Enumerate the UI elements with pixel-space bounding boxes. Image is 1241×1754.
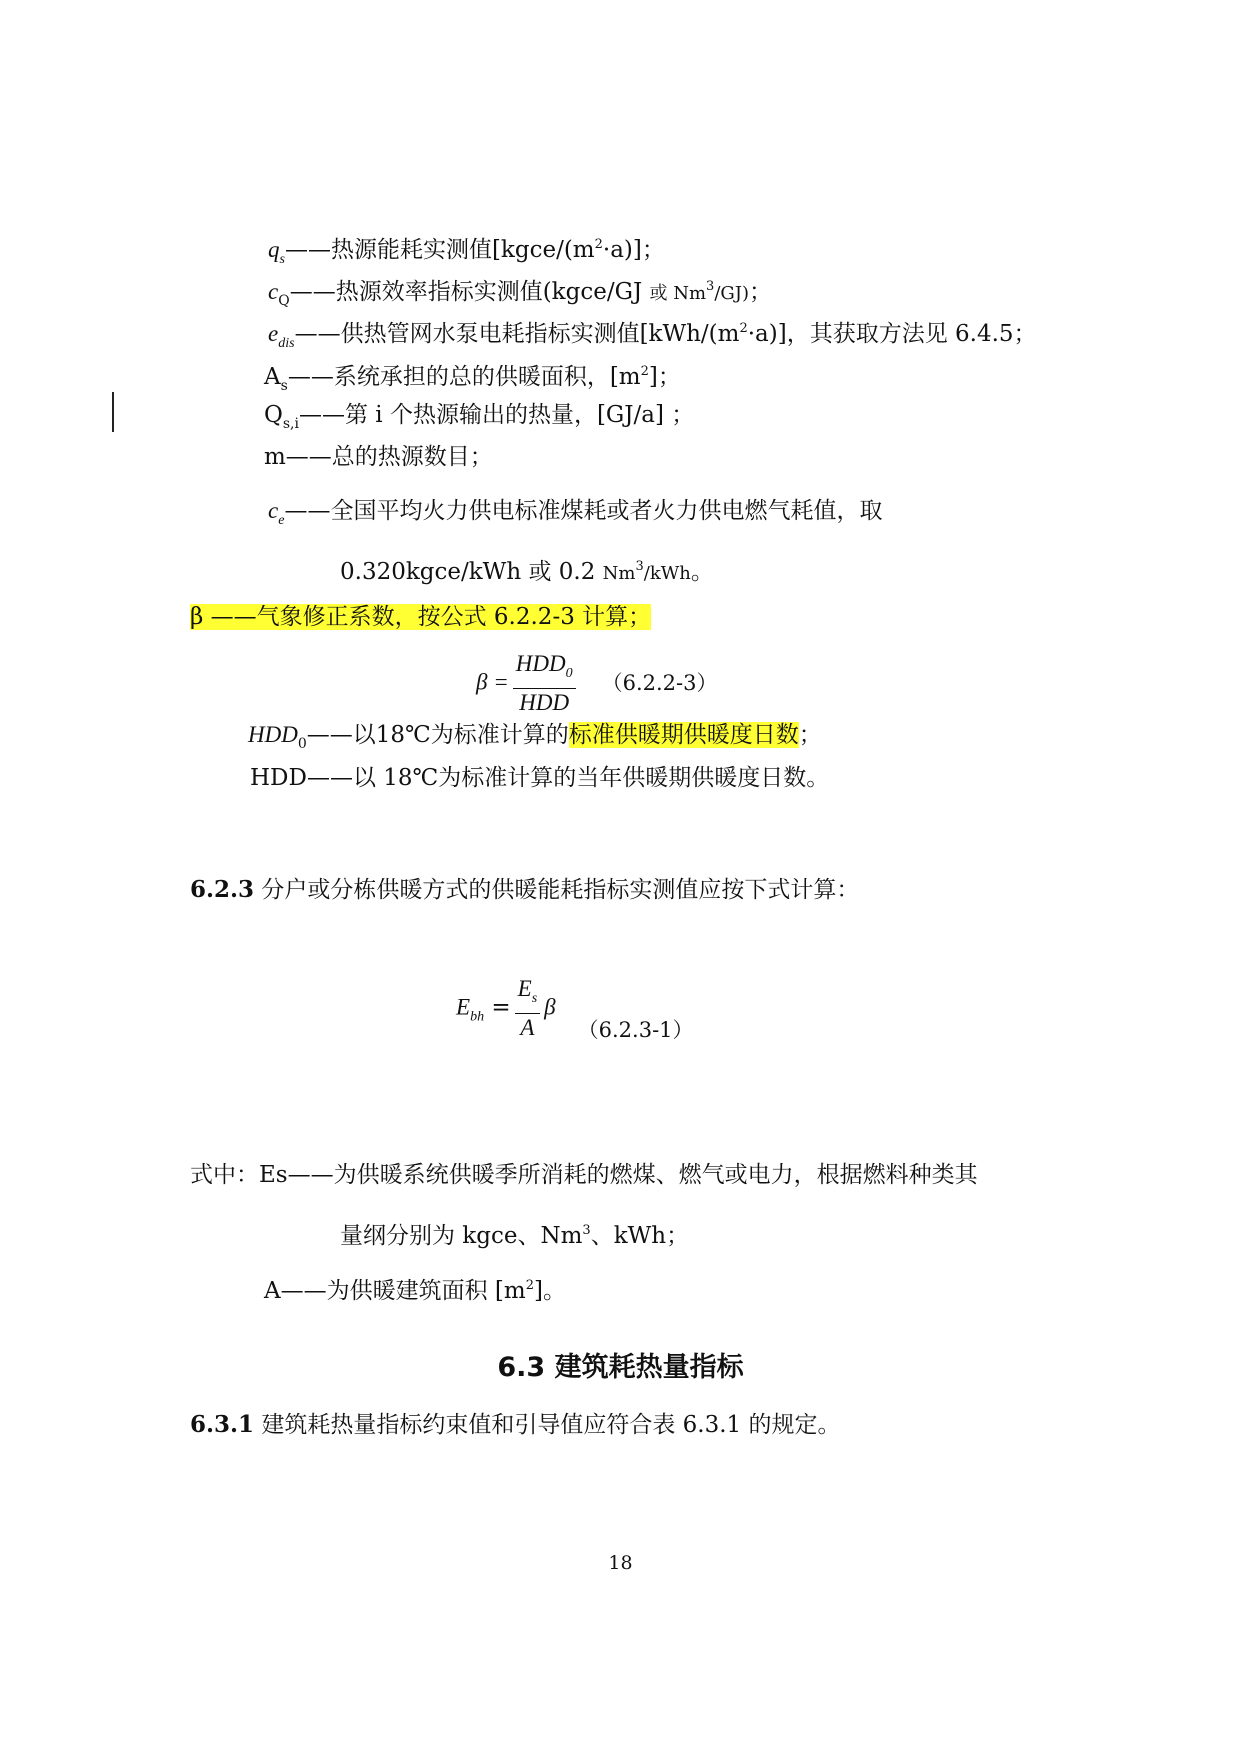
def-m: m——总的热源数目； bbox=[264, 444, 493, 470]
def-cq: $c_Q——$热源效率指标实测值(kgce/GJ 或 Nm$^3$/GJ)； bbox=[268, 279, 772, 309]
equation-6-2-3-1: $E_{bh}$ = $\frac{E_s}{A}$ β（6.2.3-1） bbox=[456, 976, 694, 1042]
clause-6-3-1: 6.3.1 建筑耗热量指标约束值和引导值应符合表 6.3.1 的规定。 bbox=[190, 1411, 841, 1438]
section-heading: 6.3 建筑耗热量指标 bbox=[497, 1352, 744, 1383]
def-es: 式中：Es——为供暖系统供暖季所消耗的燃煤、燃气或电力，根据燃料种类其 bbox=[190, 1162, 978, 1188]
def-qs: $q_s——$热源能耗实测值$[kgce/(m^2\cdot a)]$； bbox=[268, 237, 665, 267]
def-hdd: HDD——以 18℃为标准计算的当年供暖期供暖度日数。 bbox=[250, 765, 830, 791]
def-ce: $c_e——$全国平均火力供电标准煤耗或者火力供电燃气耗值，取 bbox=[268, 498, 883, 528]
def-ce-continued: 0.320kgce/kWh 或 0.2 Nm$^3$/kWh。 bbox=[340, 559, 714, 585]
beta-definition: β ——气象修正系数，按公式 6.2.2-3 计算； bbox=[190, 604, 652, 630]
def-a: A——为供暖建筑面积 $[m^2]$。 bbox=[264, 1278, 566, 1304]
beta-fraction: $\frac{HDD_0}{\text{HDD}}$ bbox=[513, 650, 576, 717]
clause-6-2-3: 6.2.3 分户或分栋供暖方式的供暖能耗指标实测值应按下式计算： bbox=[190, 876, 860, 903]
page-number: 18 bbox=[608, 1552, 633, 1574]
ebh-fraction: $\frac{E_s}{A}$ bbox=[515, 975, 541, 1042]
def-qsi: $Q_{s,i}——$第 i 个热源输出的热量，[GJ/a] ； bbox=[264, 402, 695, 432]
def-es-continued: 量纲分别为 kgce、Nm$^3$、kWh； bbox=[340, 1223, 690, 1249]
equation-6-2-2-3: β = $\frac{HDD_0}{\text{HDD}}$ （6.2.2-3） bbox=[476, 651, 718, 715]
revision-change-bar bbox=[112, 392, 114, 432]
def-as: $A_s——$系统承担的总的供暖面积，$[m^2]$； bbox=[264, 364, 681, 394]
def-hdd0: $HDD_0——$以18℃为标准计算的标准供暖期供暖度日数； bbox=[248, 722, 822, 752]
def-edis: $e_{dis}——$供热管网水泵电耗指标实测值$[kWh/(m^2\cdot a)]$，其获取方法见 6.4.5； bbox=[268, 321, 1037, 351]
